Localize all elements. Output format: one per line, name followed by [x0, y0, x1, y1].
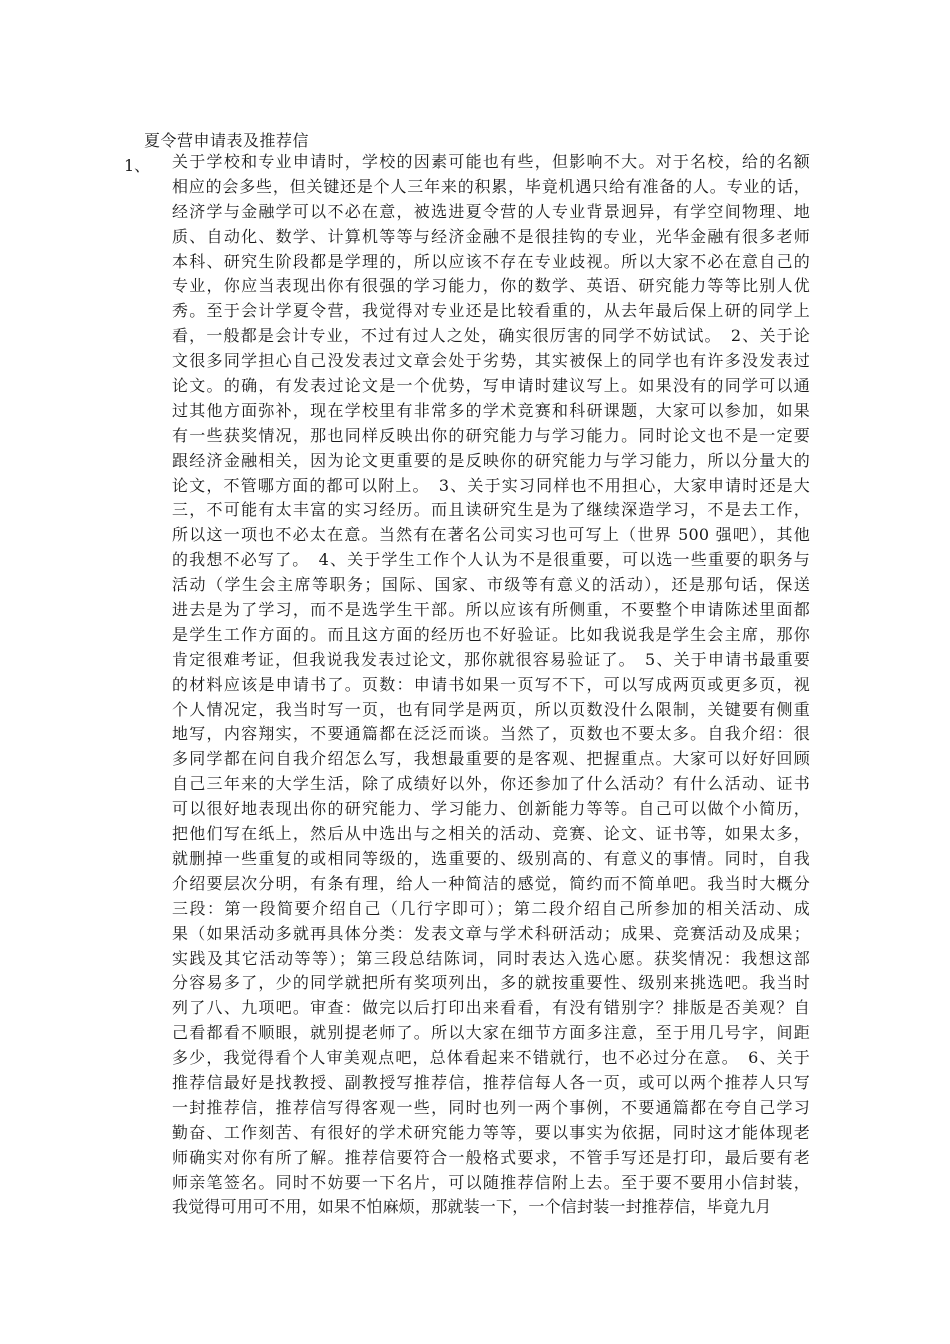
- paragraph-line: 过其他方面弥补，现在学校里有非常多的学术竞赛和科研课题，大家可以参加，如果: [172, 400, 810, 420]
- paragraph-line: 介绍要层次分明，有条有理，给人一种简洁的感觉，简约而不简单吧。我当时大概分: [172, 873, 810, 893]
- paragraph-line: 有一些获奖情况，那也同样反映出你的研究能力与学习能力。同时论文也不是一定要: [172, 425, 810, 445]
- paragraph-line: 师确实对你有所了解。推荐信要符合一般格式要求，不管手写还是打印，最后要有老: [172, 1147, 810, 1167]
- paragraph-line: 看，一般都是会计专业，不过有过人之处，确实很厉害的同学不妨试试。 2、关于论: [172, 326, 810, 346]
- paragraph-line: 多同学都在问自我介绍怎么写，我想最重要的是客观、把握重点。大家可以好好回顾: [172, 749, 810, 769]
- list-item-marker: 1、: [124, 156, 151, 175]
- paragraph-line: 的材料应该是申请书了。页数：申请书如果一页写不下，可以写成两页或更多页，视: [172, 674, 810, 694]
- paragraph-line: 相应的会多些，但关键还是个人三年来的积累，毕竟机遇只给有准备的人。专业的话，: [172, 176, 810, 196]
- paragraph-line: 是学生工作方面的。而且这方面的经历也不好验证。比如我说我是学生会主席，那你: [172, 624, 810, 644]
- paragraph-line: 的我想不必写了。 4、关于学生工作个人认为不是很重要，可以选一些重要的职务与: [172, 550, 810, 570]
- paragraph-line: 经济学与金融学可以不必在意，被选进夏令营的人专业背景迥异，有学空间物理、地: [172, 201, 810, 221]
- paragraph-line: 自己三年来的大学生活，除了成绩好以外，你还参加了什么活动？有什么活动、证书: [172, 774, 810, 794]
- paragraph-line: 所以这一项也不必太在意。当然有在著名公司实习也可写上（世界 500 强吧），其他: [172, 525, 810, 545]
- paragraph-line: 关于学校和专业申请时，学校的因素可能也有些，但影响不大。对于名校，给的名额: [172, 152, 810, 171]
- document-title: 夏令营申请表及推荐信: [144, 131, 310, 150]
- paragraph-line: 实践及其它活动等等）；第三段总结陈词，同时表达入选心愿。获奖情况：我想这部: [172, 948, 810, 968]
- list-item-body: [172, 150, 810, 1220]
- paragraph-line: 秀。至于会计学夏令营，我觉得对专业还是比较看重的，从去年最后保上研的同学上: [172, 301, 810, 321]
- paragraph-line: 师亲笔签名。同时不妨要一下名片，可以随推荐信附上去。至于要不要用小信封装，: [172, 1172, 810, 1192]
- paragraph-line: 勤奋、工作刻苦、有很好的学术研究能力等等，要以事实为依据，同时这才能体现老: [172, 1122, 810, 1142]
- paragraph-line: 专业，你应当表现出你有很强的学习能力，你的数学、英语、研究能力等等比别人优: [172, 276, 810, 296]
- paragraph-line: 我觉得可用可不用，如果不怕麻烦，那就装一下，一个信封装一封推荐信，毕竟九月: [172, 1197, 772, 1217]
- paragraph-line: 论文，不管哪方面的都可以附上。 3、关于实习同样也不用担心，大家申请时还是大: [172, 475, 810, 495]
- paragraph-line: 把他们写在纸上，然后从中选出与之相关的活动、竞赛、论文、证书等，如果太多，: [172, 824, 810, 844]
- paragraph-line: 地写，内容翔实，不要通篇都在泛泛而谈。当然了，页数也不要太多。自我介绍：很: [172, 724, 810, 744]
- paragraph-line: 论文。的确，有发表过论文是一个优势，写申请时建议写上。如果没有的同学可以通: [172, 376, 810, 396]
- paragraph-line: 三，不可能有太丰富的实习经历。而且读研究生是为了继续深造学习，不是去工作，: [172, 500, 810, 520]
- paragraph-line: 多少，我觉得看个人审美观点吧，总体看起来不错就行，也不必过分在意。 6、关于: [172, 1048, 810, 1068]
- paragraph-line: 己看都看不顺眼，就别提老师了。所以大家在细节方面多注意，至于用几号字，间距: [172, 1023, 810, 1043]
- paragraph-line: 文很多同学担心自己没发表过文章会处于劣势，其实被保上的同学也有许多没发表过: [172, 351, 810, 371]
- paragraph-line: 就删掉一些重复的或相同等级的，选重要的、级别高的、有意义的事情。同时，自我: [172, 848, 810, 868]
- paragraph-line: 肯定很难考证，但我说我发表过论文，那你就很容易验证了。 5、关于申请书最重要: [172, 649, 810, 669]
- paragraph-line: 个人情况定，我当时写一页，也有同学是两页，所以页数没什么限制，关键要有侧重: [172, 699, 810, 719]
- paragraph-line: 推荐信最好是找教授、副教授写推荐信，推荐信每人各一页，或可以两个推荐人只写: [172, 1072, 810, 1092]
- paragraph-line: 进去是为了学习，而不是选学生干部。所以应该有所侧重，不要整个申请陈述里面都: [172, 600, 810, 620]
- paragraph-line: 果（如果活动多就再具体分类：发表文章与学术科研活动；成果、竞赛活动及成果；: [172, 923, 810, 943]
- paragraph-line: 本科、研究生阶段都是学理的，所以应该不存在专业歧视。所以大家不必在意自己的: [172, 251, 810, 271]
- paragraph-line: 可以很好地表现出你的研究能力、学习能力、创新能力等等。自己可以做个小简历，: [172, 799, 810, 819]
- paragraph-line: 活动（学生会主席等职务；国际、国家、市级等有意义的活动），还是那句话，保送: [172, 575, 810, 595]
- paragraph-line: 一封推荐信，推荐信写得客观一些，同时也列一两个事例，不要通篇都在夸自己学习: [172, 1097, 810, 1117]
- paragraph-line: 质、自动化、数学、计算机等等与经济金融不是很挂钩的专业，光华金融有很多老师: [172, 226, 810, 246]
- paragraph-line: 跟经济金融相关，因为论文更重要的是反映你的研究能力与学习能力，所以分量大的: [172, 450, 810, 470]
- paragraph-line: 分容易多了，少的同学就把所有奖项列出，多的就按重要性、级别来挑选吧。我当时: [172, 973, 810, 993]
- paragraph-line: 列了八、九项吧。审查：做完以后打印出来看看，有没有错别字？排版是否美观？自: [172, 998, 810, 1018]
- paragraph-line: 三段：第一段简要介绍自己（几行字即可）；第二段介绍自己所参加的相关活动、成: [172, 898, 810, 918]
